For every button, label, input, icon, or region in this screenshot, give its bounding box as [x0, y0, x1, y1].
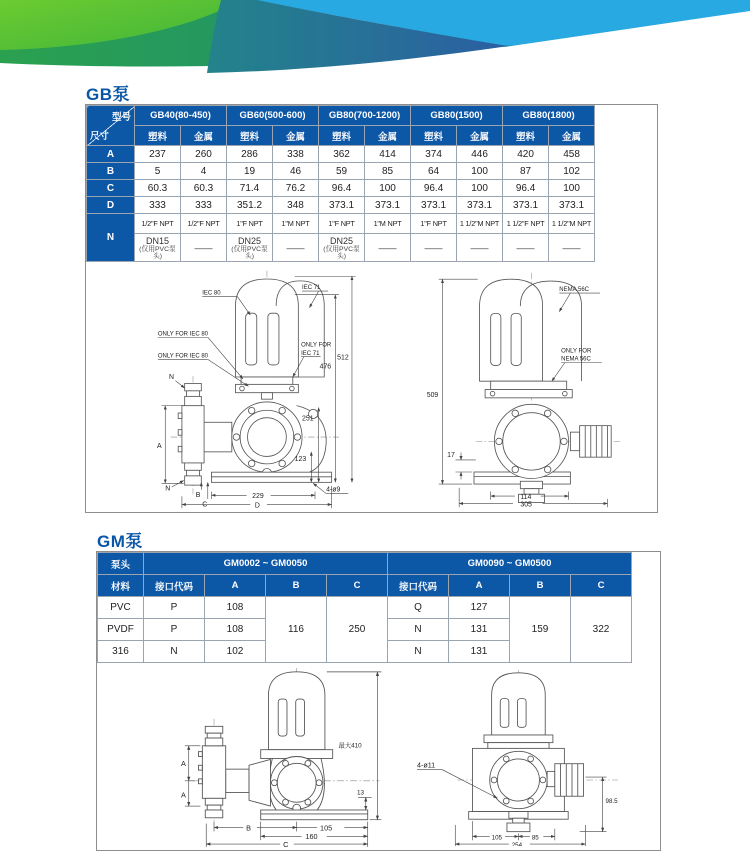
cell: 373.1: [411, 197, 457, 214]
cell: 1 1/2"F NPT: [503, 214, 549, 234]
dim-label: N: [168, 373, 174, 381]
sub-header: A: [205, 575, 266, 597]
table-row: [87, 180, 595, 197]
cell: N: [388, 619, 449, 641]
table-row: [87, 106, 595, 126]
cell: 131: [449, 641, 510, 663]
sub-header: 塑料: [227, 126, 273, 146]
dim-label: 160: [305, 832, 318, 842]
sub-header: 接口代码: [144, 575, 205, 597]
table-row: [87, 163, 595, 180]
row-label: PVDF: [98, 619, 144, 641]
dim-label: A: [180, 790, 186, 800]
cell: DN25 (仅用PVC泵头): [319, 234, 365, 262]
cell: 237: [135, 146, 181, 163]
row-label: A: [87, 146, 135, 163]
cell: 102: [205, 641, 266, 663]
cell: Q: [388, 597, 449, 619]
cell: 85: [365, 163, 411, 180]
sub-header: A: [449, 575, 510, 597]
row-label: N: [87, 214, 135, 262]
cell: 286: [227, 146, 273, 163]
table-row: [98, 575, 632, 597]
cell: 76.2: [273, 180, 319, 197]
dim-label: C: [283, 839, 289, 847]
dim-label: NEMA 56C: [561, 356, 591, 363]
cell: 1"F NPT: [319, 214, 365, 234]
cell: N: [144, 641, 205, 663]
corner-top-label: 型号: [111, 112, 131, 123]
cell: 420: [503, 146, 549, 163]
dim-label: 4-ø9: [326, 486, 341, 494]
cell: 19: [227, 163, 273, 180]
row-label: C: [87, 180, 135, 197]
cell: 1/2"F NPT: [135, 214, 181, 234]
cell: 414: [365, 146, 411, 163]
cell: 100: [457, 180, 503, 197]
dim-label: 512: [337, 354, 349, 362]
corner-top-label: 泵头: [98, 553, 144, 575]
sub-header: B: [266, 575, 327, 597]
sub-header: 金属: [273, 126, 319, 146]
dim-label: N: [165, 485, 171, 493]
cell: 373.1: [319, 197, 365, 214]
gb-dimensions-table: [86, 105, 595, 262]
dim-label: 105: [320, 823, 333, 833]
cell: 333: [135, 197, 181, 214]
cell: 87: [503, 163, 549, 180]
dim-label: 98.5: [605, 797, 618, 805]
cell: ——: [503, 234, 549, 262]
cell: 100: [457, 163, 503, 180]
sub-header: 塑料: [411, 126, 457, 146]
cell: 108: [205, 619, 266, 641]
cell: 1"F NPT: [227, 214, 273, 234]
cell: 1"M NPT: [273, 214, 319, 234]
dim-label: 254: [511, 841, 523, 846]
column-header: GB80(1800): [503, 106, 595, 126]
dim-label: 123: [294, 456, 307, 464]
cell: 348: [273, 197, 319, 214]
dim-label: A: [156, 443, 162, 451]
row-label: B: [87, 163, 135, 180]
column-header: GB80(700-1200): [319, 106, 411, 126]
cell: 351.2: [227, 197, 273, 214]
cell: 59: [319, 163, 365, 180]
dim-label: 251: [302, 415, 314, 423]
cell: 1 1/2"M NPT: [549, 214, 595, 234]
dim-label: NEMA 56C: [559, 287, 590, 294]
dim-label: 114: [520, 493, 532, 501]
cell: 333: [181, 197, 227, 214]
dim-label: C: [202, 501, 208, 509]
cell: 338: [273, 146, 319, 163]
sub-header: 金属: [457, 126, 503, 146]
cell: 373.1: [365, 197, 411, 214]
column-header: GB80(1500): [411, 106, 503, 126]
sub-header: 塑料: [135, 126, 181, 146]
cell: 446: [457, 146, 503, 163]
corner-bottom-label: 尺寸: [90, 131, 110, 142]
dim-label: 509: [426, 391, 439, 399]
cell: 60.3: [135, 180, 181, 197]
cell: 373.1: [549, 197, 595, 214]
gm-section-box: [96, 551, 661, 851]
sub-header: 金属: [549, 126, 595, 146]
table-row: [87, 126, 595, 146]
cell: 102: [549, 163, 595, 180]
cell: 373.1: [457, 197, 503, 214]
table-row: [98, 553, 632, 575]
cell: 96.4: [503, 180, 549, 197]
table-row: [87, 234, 595, 262]
banner-graphic: [0, 0, 750, 86]
gb-section-box: [85, 104, 658, 513]
table-row: [98, 597, 632, 619]
cell: ——: [457, 234, 503, 262]
dim-label: 105: [491, 834, 503, 842]
cell: N: [388, 641, 449, 663]
sub-header: C: [327, 575, 388, 597]
cell: 1"M NPT: [365, 214, 411, 234]
cell: 116: [266, 597, 327, 663]
cell: 96.4: [411, 180, 457, 197]
cell: ——: [365, 234, 411, 262]
cell: 458: [549, 146, 595, 163]
dim-label: B: [195, 492, 201, 500]
cell: 46: [273, 163, 319, 180]
row-label: 316: [98, 641, 144, 663]
table-corner: [87, 106, 135, 146]
cell: 100: [549, 180, 595, 197]
cell: 127: [449, 597, 510, 619]
cell: 373.1: [503, 197, 549, 214]
cell: 250: [327, 597, 388, 663]
cell: 159: [510, 597, 571, 663]
cell: 96.4: [319, 180, 365, 197]
dim-label: ONLY FOR: [301, 342, 332, 349]
dim-label: IEC 71: [302, 285, 321, 292]
cell: 1 1/2"M NPT: [457, 214, 503, 234]
cell: ——: [411, 234, 457, 262]
sub-header: B: [510, 575, 571, 597]
table-row: [87, 146, 595, 163]
column-header: GM0090 ~ GM0500: [388, 553, 632, 575]
cell: 322: [571, 597, 632, 663]
cell: ——: [181, 234, 227, 262]
cell: 71.4: [227, 180, 273, 197]
gb-pump-drawing-iec: [156, 267, 364, 511]
cell: 60.3: [181, 180, 227, 197]
cell: 100: [365, 180, 411, 197]
dim-label: ONLY FOR IEC 80: [157, 331, 209, 338]
row-label: PVC: [98, 597, 144, 619]
cell: 260: [181, 146, 227, 163]
sub-header: 塑料: [503, 126, 549, 146]
cell: 5: [135, 163, 181, 180]
cell: 362: [319, 146, 365, 163]
cell: DN15 (仅用PVC泵头): [135, 234, 181, 262]
sub-header: C: [571, 575, 632, 597]
gb-section-title: GB泵: [86, 85, 130, 104]
column-header: GM0002 ~ GM0050: [144, 553, 388, 575]
dim-label: 305: [520, 501, 532, 509]
dim-label: ONLY FOR IEC 80: [157, 353, 209, 360]
dim-label: 85: [531, 834, 539, 842]
sub-header: 金属: [181, 126, 227, 146]
cell: 1"F NPT: [411, 214, 457, 234]
dim-label: B: [246, 823, 251, 833]
dim-label: A: [180, 759, 186, 769]
dim-label: D: [254, 502, 260, 510]
column-header: GB60(500-600): [227, 106, 319, 126]
dim-label: ONLY FOR: [561, 348, 592, 355]
corner-bottom-label: 材料: [98, 575, 144, 597]
cell: 1/2"F NPT: [181, 214, 227, 234]
dim-label: 229: [252, 493, 264, 501]
gm-dimensions-table: [97, 552, 632, 663]
gm-pump-drawing-right: [415, 668, 641, 846]
table-row: [87, 197, 595, 214]
gm-pump-drawing-left: [179, 666, 393, 847]
gm-section-title: GM泵: [97, 532, 143, 551]
cell: 4: [181, 163, 227, 180]
cell: 374: [411, 146, 457, 163]
column-header: GB40(80-450): [135, 106, 227, 126]
dim-label: 17: [447, 452, 455, 460]
cell: 108: [205, 597, 266, 619]
row-label: D: [87, 197, 135, 214]
cell: 64: [411, 163, 457, 180]
cell: P: [144, 597, 205, 619]
dim-label: 最大410: [338, 742, 362, 750]
table-row: [87, 214, 595, 234]
cell: ——: [273, 234, 319, 262]
cell: ——: [549, 234, 595, 262]
sub-header: 塑料: [319, 126, 365, 146]
sub-header: 金属: [365, 126, 411, 146]
cell: 131: [449, 619, 510, 641]
sub-header: 接口代码: [388, 575, 449, 597]
dim-label: IEC 80: [202, 290, 221, 297]
cell: DN25 (仅用PVC泵头): [227, 234, 273, 262]
cell: P: [144, 619, 205, 641]
dim-label: 476: [319, 363, 332, 371]
dim-label: IEC 71: [301, 350, 320, 357]
dim-label: 13: [357, 789, 365, 797]
dim-label: 4-ø11: [416, 761, 436, 770]
gb-pump-drawing-nema: [422, 269, 640, 510]
